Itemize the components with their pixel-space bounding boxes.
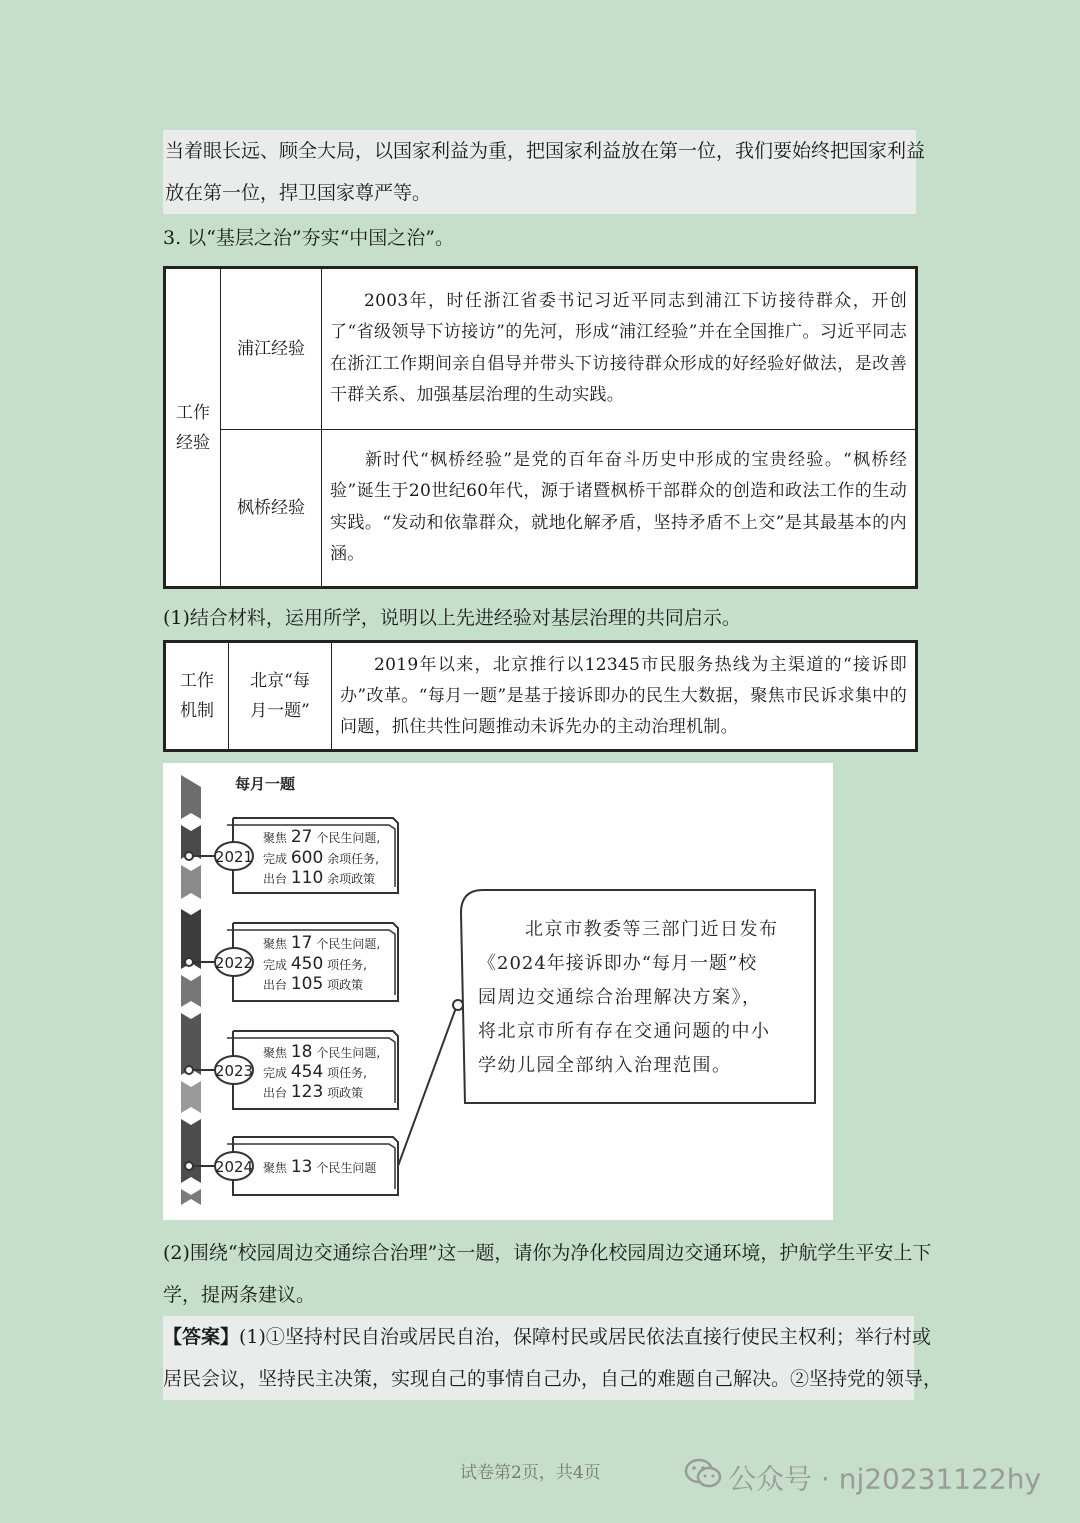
watermark-text: 公众号 · nj20231122hy: [728, 1462, 1042, 1496]
page-footer: 试卷第2页，共4页: [460, 1463, 601, 1483]
chevron-column: [181, 775, 201, 1205]
pujiang-text: 2003年，时任浙江省委书记习近平同志到浦江下访接待群众，开创了“省级领导下访接访”的先河，形成“浦江经验”并在全国推广。习近平同志在浙江工作期间亲自倡导并带头下访接待群众形成的好经验好做法，是改善干群关系、加强基层治理的生动实践。: [330, 290, 907, 406]
wechat-icon: [684, 1458, 722, 1501]
row-text: [322, 269, 916, 430]
year-label: 2023: [214, 1062, 254, 1080]
question-1: (1)结合材料，运用所学，说明以上先进经验对基层治理的共同启示。: [163, 607, 741, 629]
watermark: [684, 1458, 1041, 1501]
row-label: 浦江经验: [221, 269, 322, 430]
category-cell: [166, 643, 229, 750]
label-line: 北京“每: [250, 671, 310, 691]
callout-box: [461, 890, 815, 1103]
year-label: 2021: [214, 848, 254, 866]
fengqiao-text: 新时代“枫桥经验”是党的百年奋斗历史中形成的宝贵经验。“枫桥经验”诞生于20世纪60年代，源于诸暨枫桥干部群众的创造和政法工作的生动实践。“发动和依靠群众，就地化解矛盾，坚持矛盾不上交”是其最基本的内涵。: [330, 449, 907, 565]
year-label: 2024: [214, 1158, 254, 1176]
year-box-2022: [185, 923, 398, 1001]
stat-line: 聚焦 17 个民生问题,: [263, 933, 381, 953]
question-3-heading: 3. 以“基层之治”夯实“中国之治”。: [163, 227, 455, 249]
year-box-2024: [185, 1137, 398, 1195]
answer-line: 居民会议，坚持民主决策，实现自己的事情自己办，自己的难题自己解决。②坚持党的领导，: [163, 1368, 943, 1390]
stat-line: 完成 454 项任务,: [263, 1062, 367, 1082]
stat-line: 聚焦 18 个民生问题,: [263, 1042, 381, 1062]
callout-line: 《2024年接诉即办“每月一题”校: [478, 953, 758, 974]
stat-line: 出台 110 余项政策: [263, 868, 376, 888]
row-label: [229, 643, 332, 750]
category-line: 工作: [180, 671, 214, 691]
connector-line: [398, 1005, 457, 1166]
connector-dot: [453, 1000, 463, 1010]
monthly-topic-figure: [163, 763, 833, 1220]
year-box-2021: [185, 818, 398, 893]
row-label: 枫桥经验: [221, 429, 322, 587]
row-text: [322, 429, 916, 587]
paragraph-line: 当着眼长远、顾全大局，以国家利益为重，把国家利益放在第一位，我们要始终把国家利益: [165, 140, 926, 162]
category-cell: [166, 269, 221, 587]
beijing-text: 2019年以来，北京推行以12345市民服务热线为主渠道的“接诉即办”改革。“每月一题”是基于接诉即办的民生大数据，聚焦市民诉求集中的问题，抓住共性问题推动未诉先办的主动治理机制。: [340, 654, 907, 737]
callout-line: 学幼儿园全部纳入治理范围。: [478, 1055, 732, 1076]
question-2: [163, 1232, 932, 1316]
stat-line: 出台 105 项政策: [263, 974, 364, 994]
figure-title: 每月一题: [235, 775, 296, 793]
monthly-topic-diagram: [163, 763, 833, 1220]
work-mechanism-table: [163, 640, 918, 752]
answer-tag: 【答案】: [163, 1326, 240, 1348]
question-line: 学，提两条建议。: [163, 1284, 316, 1306]
paragraph-line: 放在第一位，捍卫国家尊严等。: [165, 182, 432, 204]
row-text: [332, 643, 916, 750]
callout-line: 将北京市所有存在交通问题的中小: [478, 1021, 771, 1042]
callout-line: 北京市教委等三部门近日发布: [525, 919, 779, 940]
label-line: 月一题”: [250, 701, 310, 721]
paragraph-continuation: [163, 130, 926, 214]
work-experience-table: [163, 266, 918, 589]
year-label: 2022: [214, 954, 254, 972]
year-box-2023: [185, 1031, 398, 1109]
category-line: 工作: [176, 402, 210, 423]
stat-line: 聚焦 13 个民生问题: [263, 1157, 377, 1177]
stat-line: 完成 600 余项任务,: [263, 848, 379, 868]
answer-block: [163, 1316, 943, 1400]
answer-line: [163, 1316, 931, 1358]
stat-line: 聚焦 27 个民生问题,: [263, 827, 381, 847]
category-line: 机制: [180, 701, 214, 721]
stat-line: 完成 450 项任务,: [263, 954, 367, 974]
stat-line: 出台 123 项政策: [263, 1082, 364, 1102]
answer-text: (1)①坚持村民自治或居民自治，保障村民或居民依法直接行使民主权利；举行村或: [239, 1326, 931, 1348]
callout-line: 园周边交通综合治理解决方案》，: [478, 987, 762, 1008]
question-line: (2)围绕“校园周边交通综合治理”这一题，请你为净化校园周边交通环境，护航学生平安上下: [163, 1242, 932, 1264]
category-line: 经验: [176, 432, 210, 453]
